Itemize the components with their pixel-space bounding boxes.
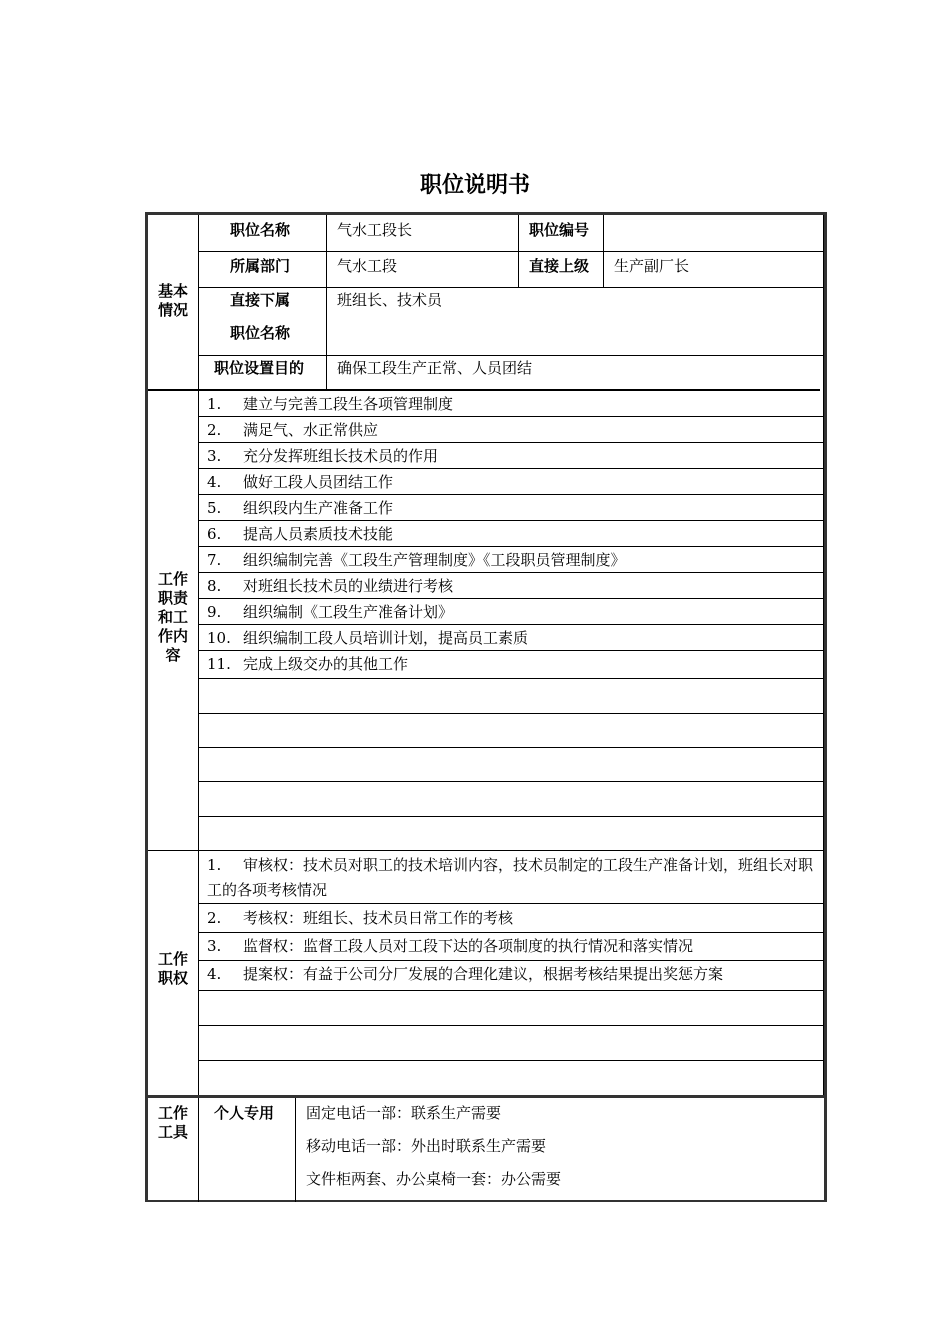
tool-item: 文件柜两套、办公桌椅一套：办公需要: [306, 1170, 562, 1188]
section-authority-label: 工作 职权: [157, 950, 188, 987]
duty-item: 3. 充分发挥班组长技术员的作用: [207, 447, 439, 465]
section-line: [148, 389, 820, 391]
page-title: 职位说明书: [419, 173, 530, 198]
row-line: [198, 1025, 824, 1026]
duty-item: 8. 对班组长技术员的业绩进行考核: [207, 577, 454, 595]
duty-item: 1. 建立与完善工段生各项管理制度: [207, 395, 454, 413]
position-name-label: 职位名称: [230, 221, 291, 239]
superior-value: 生产副厂长: [614, 257, 690, 275]
section-column-divider: [198, 215, 199, 1202]
authority-item: 1. 审核权：技术员对职工的技术培训内容，技术员制定的工段生产准备计划，班组长对职工的各项考核情况: [207, 856, 814, 899]
row-line: [198, 816, 824, 817]
row-line: [198, 1060, 824, 1061]
row-line: [198, 355, 824, 356]
row-line: [198, 650, 824, 651]
row-line: [198, 520, 824, 521]
row-line: [198, 678, 824, 679]
section-tools-label: 工作 工具: [157, 1104, 188, 1141]
basic-label-divider: [326, 215, 327, 391]
duty-item: 4. 做好工段人员团结工作: [207, 473, 394, 491]
subordinates-value: 班组长、技术员: [337, 291, 443, 309]
row-line: [198, 713, 824, 714]
row-line: [198, 990, 824, 991]
subordinate-label-1: 直接下属: [230, 291, 291, 309]
duty-item: 2. 满足气、水正常供应: [207, 421, 379, 439]
row-line: [198, 747, 824, 748]
duty-item: 11. 完成上级交办的其他工作: [207, 655, 409, 673]
row-line: [198, 903, 824, 904]
duty-item: 7. 组织编制完善《工段生产管理制度》《工段职员管理制度》: [207, 551, 626, 569]
purpose-label: 职位设置目的: [214, 359, 305, 377]
row-line: [198, 251, 824, 252]
row-line: [198, 624, 824, 625]
tools-label-divider: [295, 1098, 296, 1202]
superior-label: 直接上级: [529, 257, 590, 275]
row-line: [198, 442, 824, 443]
position-name-value: 气水工段长: [337, 221, 413, 239]
duty-item: 10. 组织编制工段人员培训计划，提高员工素质: [207, 629, 529, 647]
row-line: [198, 416, 824, 417]
tool-item: 移动电话一部：外出时联系生产需要: [306, 1137, 547, 1155]
inner-right-border: [823, 215, 824, 1095]
authority-item: 3. 监督权：监督工段人员对工段下达的各项制度的执行情况和落实情况: [207, 937, 694, 955]
position-no-label: 职位编号: [529, 221, 590, 239]
row-line: [198, 598, 824, 599]
tool-item: 固定电话一部：联系生产需要: [306, 1104, 502, 1122]
row-line: [198, 932, 824, 933]
subordinate-label-2: 职位名称: [230, 324, 291, 342]
authority-item: 2. 考核权：班组长、技术员日常工作的考核: [207, 909, 514, 927]
department-label: 所属部门: [230, 257, 291, 275]
duty-item: 5. 组织段内生产准备工作: [207, 499, 394, 517]
personal-use-label: 个人专用: [214, 1104, 275, 1122]
section-duties-label: 工作 职责 和工 作内 容: [157, 570, 188, 664]
duty-item: 9. 组织编制《工段生产准备计划》: [207, 603, 454, 621]
row-line: [198, 960, 824, 961]
row-line: [198, 287, 824, 288]
authority-item: 4. 提案权：有益于公司分厂发展的合理化建议，根据考核结果提出奖惩方案: [207, 965, 724, 983]
row-line: [198, 546, 824, 547]
section-line: [148, 1095, 824, 1098]
row-line: [198, 494, 824, 495]
row-line: [198, 468, 824, 469]
duty-item: 6. 提高人员素质技术技能: [207, 525, 394, 543]
purpose-value: 确保工段生产正常、人员团结: [337, 359, 533, 377]
section-basic-label: 基本 情况: [157, 282, 188, 319]
section-line: [148, 850, 824, 851]
row-line: [198, 781, 824, 782]
department-value: 气水工段: [337, 257, 398, 275]
row-line: [198, 572, 824, 573]
